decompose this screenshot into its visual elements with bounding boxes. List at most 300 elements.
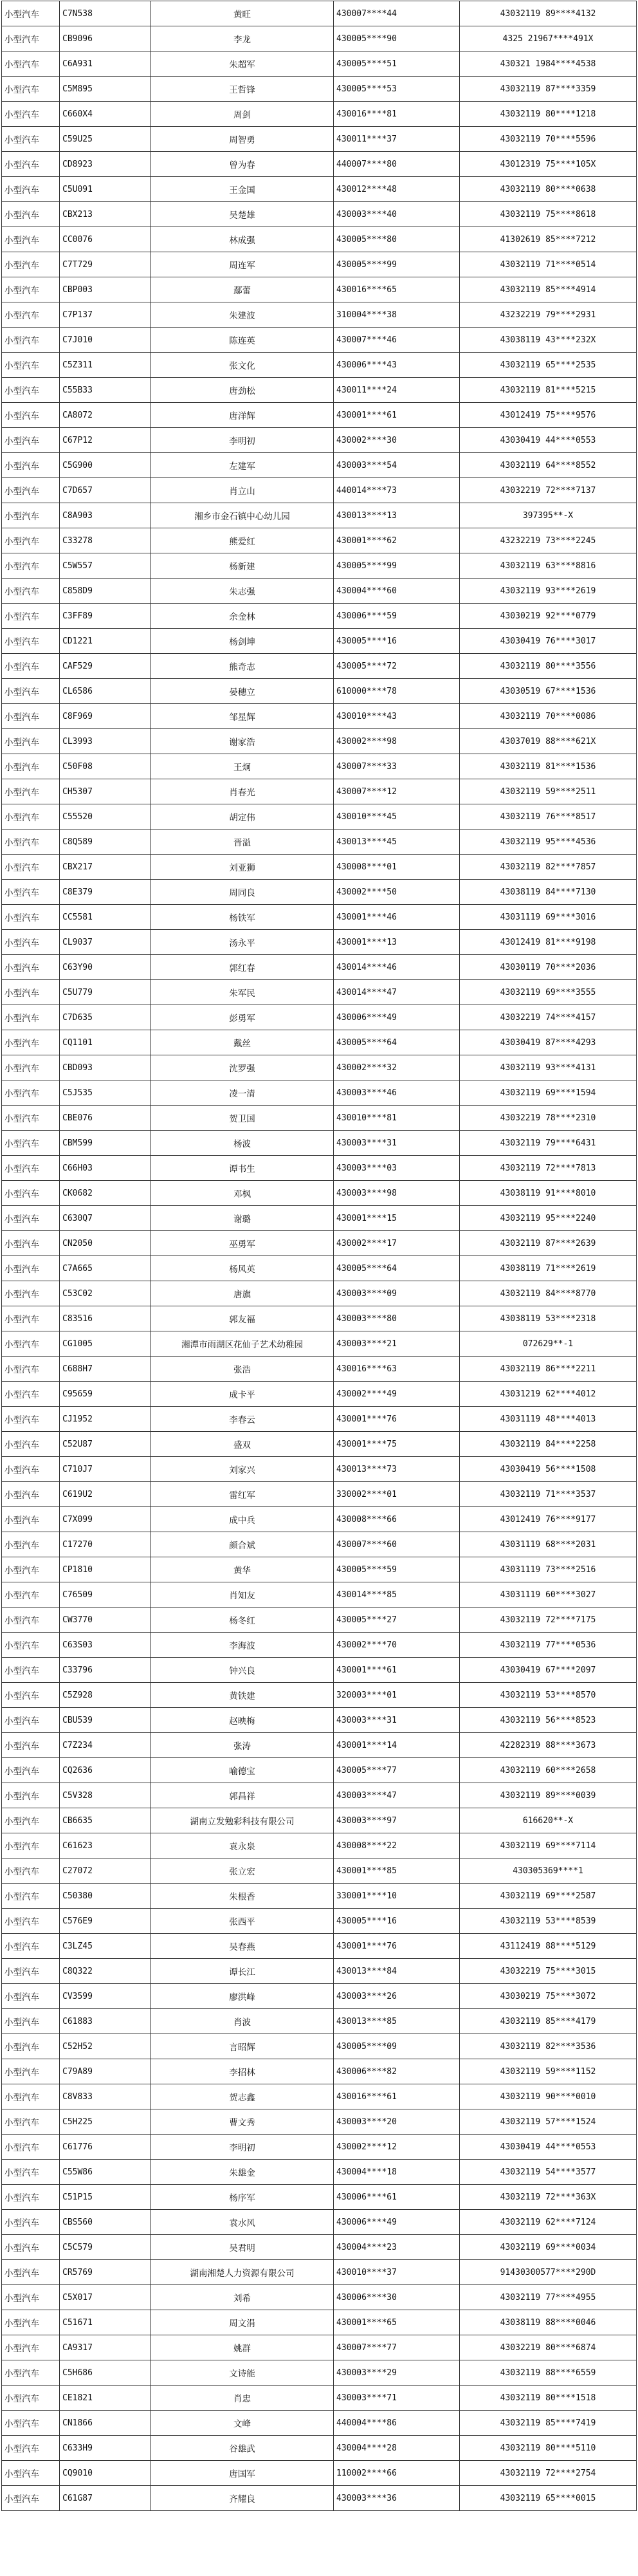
masked-code-cell: 110002****66 (334, 2461, 460, 2486)
vehicle-type-cell: 小型汽车 (2, 2185, 60, 2210)
masked-code-cell: 430014****46 (334, 955, 460, 980)
owner-name-cell: 谭长江 (151, 1959, 334, 1984)
masked-id-cell: 43032119 80****1218 (460, 102, 637, 127)
vehicle-type-cell: 小型汽车 (2, 152, 60, 177)
vehicle-type-cell: 小型汽车 (2, 980, 60, 1005)
owner-name-cell: 杨序军 (151, 2185, 334, 2210)
masked-id-cell: 43012419 76****9177 (460, 1507, 637, 1532)
vehicle-type-cell: 小型汽车 (2, 2260, 60, 2285)
vehicle-type-cell: 小型汽车 (2, 1532, 60, 1557)
owner-name-cell: 喻德宝 (151, 1758, 334, 1783)
owner-name-cell: 谢璐 (151, 1206, 334, 1231)
masked-id-cell: 43012419 75****9576 (460, 403, 637, 428)
masked-id-cell: 42282319 88****3673 (460, 1733, 637, 1758)
vehicle-type-cell: 小型汽车 (2, 328, 60, 353)
plate-number-cell: CBP003 (60, 277, 151, 302)
vehicle-type-cell: 小型汽车 (2, 2210, 60, 2235)
masked-code-cell: 430001****75 (334, 1432, 460, 1457)
masked-code-cell: 430002****32 (334, 1055, 460, 1080)
masked-code-cell: 440014****73 (334, 478, 460, 503)
plate-number-cell: C5Z928 (60, 1683, 151, 1708)
owner-name-cell: 袁永泉 (151, 1833, 334, 1858)
masked-code-cell: 430003****26 (334, 1984, 460, 2009)
masked-code-cell: 440004****86 (334, 2411, 460, 2436)
plate-number-cell: C51P15 (60, 2185, 151, 2210)
vehicle-type-cell: 小型汽车 (2, 2009, 60, 2034)
table-row (2, 905, 637, 930)
table-row (2, 1080, 637, 1106)
table-row (2, 328, 637, 353)
owner-name-cell: 王金国 (151, 177, 334, 202)
masked-code-cell: 430002****49 (334, 1382, 460, 1407)
owner-name-cell: 吴楚雄 (151, 202, 334, 227)
plate-number-cell: CBU539 (60, 1708, 151, 1733)
owner-name-cell: 郭友福 (151, 1306, 334, 1331)
owner-name-cell: 杨冬红 (151, 1608, 334, 1633)
owner-name-cell: 张西平 (151, 1909, 334, 1934)
masked-id-cell: 43032119 80****0638 (460, 177, 637, 202)
table-row (2, 127, 637, 152)
table-row (2, 77, 637, 102)
owner-name-cell: 李春云 (151, 1407, 334, 1432)
owner-name-cell: 刘希 (151, 2285, 334, 2310)
masked-code-cell: 430016****61 (334, 2084, 460, 2109)
table-row (2, 478, 637, 503)
table-row (2, 1884, 637, 1909)
owner-name-cell: 沈罗强 (151, 1055, 334, 1080)
masked-code-cell: 430002****98 (334, 729, 460, 754)
plate-number-cell: C55W86 (60, 2160, 151, 2185)
masked-code-cell: 430011****24 (334, 378, 460, 403)
plate-number-cell: CQ1101 (60, 1030, 151, 1055)
plate-number-cell: C52U87 (60, 1432, 151, 1457)
vehicle-type-cell: 小型汽车 (2, 754, 60, 779)
table-row (2, 1507, 637, 1532)
masked-id-cell: 43032219 80****6874 (460, 2335, 637, 2360)
masked-code-cell: 430005****09 (334, 2034, 460, 2059)
owner-name-cell: 唐劲松 (151, 378, 334, 403)
plate-number-cell: C79A89 (60, 2059, 151, 2084)
table-row (2, 880, 637, 905)
masked-code-cell: 430005****80 (334, 227, 460, 252)
plate-number-cell: CL3993 (60, 729, 151, 754)
owner-name-cell: 周文涓 (151, 2310, 334, 2335)
vehicle-type-cell: 小型汽车 (2, 2135, 60, 2160)
table-row (2, 353, 637, 378)
masked-id-cell: 43032119 76****8517 (460, 804, 637, 829)
masked-id-cell: 43032119 77****4955 (460, 2285, 637, 2310)
table-body (2, 1, 637, 2511)
plate-number-cell: C3LZ45 (60, 1934, 151, 1959)
masked-code-cell: 430004****60 (334, 579, 460, 604)
masked-code-cell: 430003****71 (334, 2386, 460, 2411)
masked-code-cell: 430001****61 (334, 403, 460, 428)
masked-id-cell: 43032119 57****1524 (460, 2109, 637, 2135)
plate-number-cell: CC0076 (60, 227, 151, 252)
owner-name-cell: 唐旗 (151, 1281, 334, 1306)
masked-code-cell: 430005****99 (334, 553, 460, 579)
table-row (2, 2235, 637, 2260)
masked-id-cell: 43032119 85****4914 (460, 277, 637, 302)
masked-code-cell: 430006****30 (334, 2285, 460, 2310)
plate-number-cell: C7D635 (60, 1005, 151, 1030)
table-row (2, 1156, 637, 1181)
masked-id-cell: 43038119 88****0046 (460, 2310, 637, 2335)
plate-number-cell: C8F969 (60, 704, 151, 729)
vehicle-type-cell: 小型汽车 (2, 1, 60, 26)
vehicle-type-cell: 小型汽车 (2, 1080, 60, 1106)
vehicle-type-cell: 小型汽车 (2, 2360, 60, 2386)
masked-id-cell: 430321 1984****4538 (460, 51, 637, 77)
masked-code-cell: 430008****22 (334, 1833, 460, 1858)
plate-number-cell: C51671 (60, 2310, 151, 2335)
masked-code-cell: 430001****76 (334, 1934, 460, 1959)
plate-number-cell: CBM599 (60, 1131, 151, 1156)
owner-name-cell: 湘潭市雨湖区花仙子艺术幼稚园 (151, 1331, 334, 1357)
masked-id-cell: 43032119 71****3537 (460, 1482, 637, 1507)
masked-code-cell: 430005****16 (334, 629, 460, 654)
masked-id-cell: 43032119 69****2587 (460, 1884, 637, 1909)
plate-number-cell: C61623 (60, 1833, 151, 1858)
masked-id-cell: 43032119 65****2535 (460, 353, 637, 378)
masked-id-cell: 43032119 71****0514 (460, 252, 637, 277)
owner-name-cell: 谭书生 (151, 1156, 334, 1181)
masked-code-cell: 430013****85 (334, 2009, 460, 2034)
table-row (2, 1256, 637, 1281)
plate-number-cell: CJ1952 (60, 1407, 151, 1432)
vehicle-type-cell: 小型汽车 (2, 654, 60, 679)
owner-name-cell: 胡定伟 (151, 804, 334, 829)
masked-id-cell: 43232219 73****2245 (460, 528, 637, 553)
plate-number-cell: CQ2636 (60, 1758, 151, 1783)
masked-id-cell: 43030419 44****0553 (460, 2135, 637, 2160)
table-row (2, 2486, 637, 2511)
table-row (2, 1959, 637, 1984)
plate-number-cell: C66H03 (60, 1156, 151, 1181)
table-row (2, 2210, 637, 2235)
plate-number-cell: CE1821 (60, 2386, 151, 2411)
vehicle-type-cell: 小型汽车 (2, 2486, 60, 2511)
plate-number-cell: C5G900 (60, 453, 151, 478)
plate-number-cell: CP1810 (60, 1557, 151, 1582)
plate-number-cell: C83516 (60, 1306, 151, 1331)
plate-number-cell: CBD093 (60, 1055, 151, 1080)
plate-number-cell: C50F08 (60, 754, 151, 779)
table-row (2, 1934, 637, 1959)
owner-name-cell: 黄华 (151, 1557, 334, 1582)
vehicle-type-cell: 小型汽车 (2, 2411, 60, 2436)
masked-code-cell: 430001****65 (334, 2310, 460, 2335)
vehicle-type-cell: 小型汽车 (2, 1106, 60, 1131)
masked-code-cell: 430001****62 (334, 528, 460, 553)
plate-number-cell: C61883 (60, 2009, 151, 2034)
table-row (2, 1683, 637, 1708)
vehicle-type-cell: 小型汽车 (2, 2160, 60, 2185)
owner-name-cell: 李明初 (151, 2135, 334, 2160)
plate-number-cell: C76509 (60, 1582, 151, 1608)
masked-id-cell: 43032119 72****363X (460, 2185, 637, 2210)
owner-name-cell: 谢家浩 (151, 729, 334, 754)
vehicle-type-cell: 小型汽车 (2, 1055, 60, 1080)
plate-number-cell: CH5307 (60, 779, 151, 804)
owner-name-cell: 李龙 (151, 26, 334, 51)
owner-name-cell: 曹文秀 (151, 2109, 334, 2135)
plate-number-cell: C7Z234 (60, 1733, 151, 1758)
table-row (2, 1633, 637, 1658)
vehicle-type-cell: 小型汽车 (2, 1231, 60, 1256)
masked-id-cell: 43032119 65****0015 (460, 2486, 637, 2511)
table-row (2, 403, 637, 428)
masked-code-cell: 430008****66 (334, 1507, 460, 1532)
masked-code-cell: 430006****59 (334, 604, 460, 629)
table-row (2, 1582, 637, 1608)
table-row (2, 629, 637, 654)
plate-number-cell: C5X017 (60, 2285, 151, 2310)
masked-code-cell: 430007****77 (334, 2335, 460, 2360)
vehicle-type-cell: 小型汽车 (2, 2386, 60, 2411)
owner-name-cell: 李招林 (151, 2059, 334, 2084)
table-row (2, 654, 637, 679)
table-row (2, 2059, 637, 2084)
masked-id-cell: 43032119 62****7124 (460, 2210, 637, 2235)
masked-code-cell: 430003****36 (334, 2486, 460, 2511)
table-row (2, 980, 637, 1005)
masked-code-cell: 430013****13 (334, 503, 460, 528)
owner-name-cell: 赵映梅 (151, 1708, 334, 1733)
plate-number-cell: CR5769 (60, 2260, 151, 2285)
table-row (2, 1658, 637, 1683)
table-row (2, 2360, 637, 2386)
masked-code-cell: 430003****97 (334, 1808, 460, 1833)
table-row (2, 579, 637, 604)
vehicle-type-cell: 小型汽车 (2, 1382, 60, 1407)
owner-name-cell: 晏穗立 (151, 679, 334, 704)
masked-code-cell: 430008****01 (334, 855, 460, 880)
vehicle-type-cell: 小型汽车 (2, 1357, 60, 1382)
owner-name-cell: 周智勇 (151, 127, 334, 152)
owner-name-cell: 唐洋辉 (151, 403, 334, 428)
plate-number-cell: C8Q589 (60, 829, 151, 855)
masked-id-cell: 43032119 86****2211 (460, 1357, 637, 1382)
masked-code-cell: 310004****38 (334, 302, 460, 328)
owner-name-cell: 凌一清 (151, 1080, 334, 1106)
owner-name-cell: 熊爱红 (151, 528, 334, 553)
masked-id-cell: 4325 21967****491X (460, 26, 637, 51)
vehicle-type-cell: 小型汽车 (2, 1507, 60, 1532)
owner-name-cell: 肖忠 (151, 2386, 334, 2411)
vehicle-type-cell: 小型汽车 (2, 579, 60, 604)
vehicle-type-cell: 小型汽车 (2, 1030, 60, 1055)
owner-name-cell: 林成强 (151, 227, 334, 252)
masked-code-cell: 430016****65 (334, 277, 460, 302)
owner-name-cell: 齐耀良 (151, 2486, 334, 2511)
masked-id-cell: 43032119 85****7419 (460, 2411, 637, 2436)
vehicle-type-cell: 小型汽车 (2, 102, 60, 127)
table-row (2, 1608, 637, 1633)
vehicle-type-cell: 小型汽车 (2, 1884, 60, 1909)
masked-id-cell: 43032119 95****2240 (460, 1206, 637, 1231)
plate-number-cell: C53C02 (60, 1281, 151, 1306)
plate-number-cell: C7X099 (60, 1507, 151, 1532)
table-row (2, 1482, 637, 1507)
plate-number-cell: CBE076 (60, 1106, 151, 1131)
masked-code-cell: 430007****12 (334, 779, 460, 804)
table-row (2, 2185, 637, 2210)
masked-code-cell: 430004****28 (334, 2436, 460, 2461)
table-row (2, 1306, 637, 1331)
vehicle-type-cell: 小型汽车 (2, 51, 60, 77)
plate-number-cell: C619U2 (60, 1482, 151, 1507)
plate-number-cell: CAF529 (60, 654, 151, 679)
masked-code-cell: 430001****14 (334, 1733, 460, 1758)
vehicle-type-cell: 小型汽车 (2, 1959, 60, 1984)
masked-id-cell: 43032119 72****2754 (460, 2461, 637, 2486)
owner-name-cell: 邓枫 (151, 1181, 334, 1206)
masked-id-cell: 43032119 90****0010 (460, 2084, 637, 2109)
plate-number-cell: C660X4 (60, 102, 151, 127)
masked-code-cell: 430005****90 (334, 26, 460, 51)
table-row (2, 2436, 637, 2461)
vehicle-type-cell: 小型汽车 (2, 905, 60, 930)
table-row (2, 1005, 637, 1030)
masked-id-cell: 43032119 59****2511 (460, 779, 637, 804)
table-row (2, 779, 637, 804)
masked-code-cell: 330002****01 (334, 1482, 460, 1507)
vehicle-type-cell: 小型汽车 (2, 804, 60, 829)
masked-id-cell: 43032119 79****6431 (460, 1131, 637, 1156)
masked-id-cell: 430305369****1 (460, 1858, 637, 1884)
vehicle-type-cell: 小型汽车 (2, 829, 60, 855)
plate-number-cell: C50380 (60, 1884, 151, 1909)
plate-number-cell: C17270 (60, 1532, 151, 1557)
masked-id-cell: 43037019 88****621X (460, 729, 637, 754)
plate-number-cell: C63S03 (60, 1633, 151, 1658)
plate-number-cell: C710J7 (60, 1457, 151, 1482)
table-row (2, 1909, 637, 1934)
owner-name-cell: 肖知友 (151, 1582, 334, 1608)
owner-name-cell: 朱军民 (151, 980, 334, 1005)
plate-number-cell: CBX217 (60, 855, 151, 880)
plate-number-cell: C7J010 (60, 328, 151, 353)
vehicle-type-cell: 小型汽车 (2, 503, 60, 528)
masked-id-cell: 43032119 87****3359 (460, 77, 637, 102)
plate-number-cell: C33796 (60, 1658, 151, 1683)
plate-number-cell: CB9096 (60, 26, 151, 51)
owner-name-cell: 肖春光 (151, 779, 334, 804)
plate-number-cell: C5J535 (60, 1080, 151, 1106)
vehicle-type-cell: 小型汽车 (2, 177, 60, 202)
masked-id-cell: 43032119 80****1518 (460, 2386, 637, 2411)
plate-number-cell: C61776 (60, 2135, 151, 2160)
masked-code-cell: 430005****77 (334, 1758, 460, 1783)
masked-code-cell: 430005****64 (334, 1256, 460, 1281)
masked-id-cell: 43032119 89****0039 (460, 1783, 637, 1808)
table-row (2, 2335, 637, 2360)
plate-number-cell: CBX213 (60, 202, 151, 227)
table-row (2, 1432, 637, 1457)
masked-id-cell: 43030419 44****0553 (460, 428, 637, 453)
vehicle-type-cell: 小型汽车 (2, 1331, 60, 1357)
owner-name-cell: 李明初 (151, 428, 334, 453)
plate-number-cell: CQ9010 (60, 2461, 151, 2486)
plate-number-cell: C5H686 (60, 2360, 151, 2386)
vehicle-type-cell: 小型汽车 (2, 1156, 60, 1181)
masked-code-cell: 430005****51 (334, 51, 460, 77)
masked-id-cell: 43112419 88****5129 (460, 1934, 637, 1959)
masked-code-cell: 430005****27 (334, 1608, 460, 1633)
masked-id-cell: 43032119 69****1594 (460, 1080, 637, 1106)
owner-name-cell: 彭勇军 (151, 1005, 334, 1030)
vehicle-type-cell: 小型汽车 (2, 729, 60, 754)
table-row (2, 1984, 637, 2009)
vehicle-type-cell: 小型汽车 (2, 378, 60, 403)
masked-id-cell: 43232219 79****2931 (460, 302, 637, 328)
table-row (2, 1532, 637, 1557)
plate-number-cell: C7N538 (60, 1, 151, 26)
masked-id-cell: 43032119 72****7175 (460, 1608, 637, 1633)
plate-number-cell: C688H7 (60, 1357, 151, 1382)
vehicle-type-cell: 小型汽车 (2, 1131, 60, 1156)
masked-code-cell: 430001****85 (334, 1858, 460, 1884)
vehicle-type-cell: 小型汽车 (2, 2109, 60, 2135)
masked-id-cell: 072629**-1 (460, 1331, 637, 1357)
plate-number-cell: C5Z311 (60, 353, 151, 378)
plate-number-cell: C5M895 (60, 77, 151, 102)
owner-name-cell: 曾为春 (151, 152, 334, 177)
owner-name-cell: 雷红军 (151, 1482, 334, 1507)
owner-name-cell: 杨风英 (151, 1256, 334, 1281)
vehicle-type-cell: 小型汽车 (2, 2436, 60, 2461)
masked-code-cell: 430002****17 (334, 1231, 460, 1256)
table-row (2, 1833, 637, 1858)
masked-id-cell: 43031119 69****3016 (460, 905, 637, 930)
masked-code-cell: 430010****81 (334, 1106, 460, 1131)
plate-number-cell: CV3599 (60, 1984, 151, 2009)
owner-name-cell: 谷雄武 (151, 2436, 334, 2461)
masked-id-cell: 43032119 89****4132 (460, 1, 637, 26)
plate-number-cell: C55B33 (60, 378, 151, 403)
vehicle-type-cell: 小型汽车 (2, 1306, 60, 1331)
plate-number-cell: C8E379 (60, 880, 151, 905)
owner-name-cell: 汤永平 (151, 930, 334, 955)
masked-id-cell: 43032119 95****4536 (460, 829, 637, 855)
owner-name-cell: 左建军 (151, 453, 334, 478)
table-row (2, 2260, 637, 2285)
masked-id-cell: 43032119 53****8539 (460, 1909, 637, 1934)
table-row (2, 227, 637, 252)
masked-id-cell: 43032119 72****7813 (460, 1156, 637, 1181)
owner-name-cell: 王哲锋 (151, 77, 334, 102)
table-row (2, 428, 637, 453)
masked-id-cell: 43032119 54****3577 (460, 2160, 637, 2185)
vehicle-type-cell: 小型汽车 (2, 202, 60, 227)
vehicle-type-cell: 小型汽车 (2, 2034, 60, 2059)
masked-id-cell: 43032119 85****4179 (460, 2009, 637, 2034)
vehicle-type-cell: 小型汽车 (2, 453, 60, 478)
table-row (2, 855, 637, 880)
vehicle-type-cell: 小型汽车 (2, 704, 60, 729)
plate-number-cell: CW3770 (60, 1608, 151, 1633)
owner-name-cell: 刘家兴 (151, 1457, 334, 1482)
masked-code-cell: 430013****84 (334, 1959, 460, 1984)
plate-number-cell: C8A903 (60, 503, 151, 528)
masked-id-cell: 43038119 84****7130 (460, 880, 637, 905)
plate-number-cell: CN2050 (60, 1231, 151, 1256)
masked-code-cell: 430002****12 (334, 2135, 460, 2160)
masked-id-cell: 43032119 69****3555 (460, 980, 637, 1005)
vehicle-type-cell: 小型汽车 (2, 227, 60, 252)
masked-id-cell: 43038119 71****2619 (460, 1256, 637, 1281)
